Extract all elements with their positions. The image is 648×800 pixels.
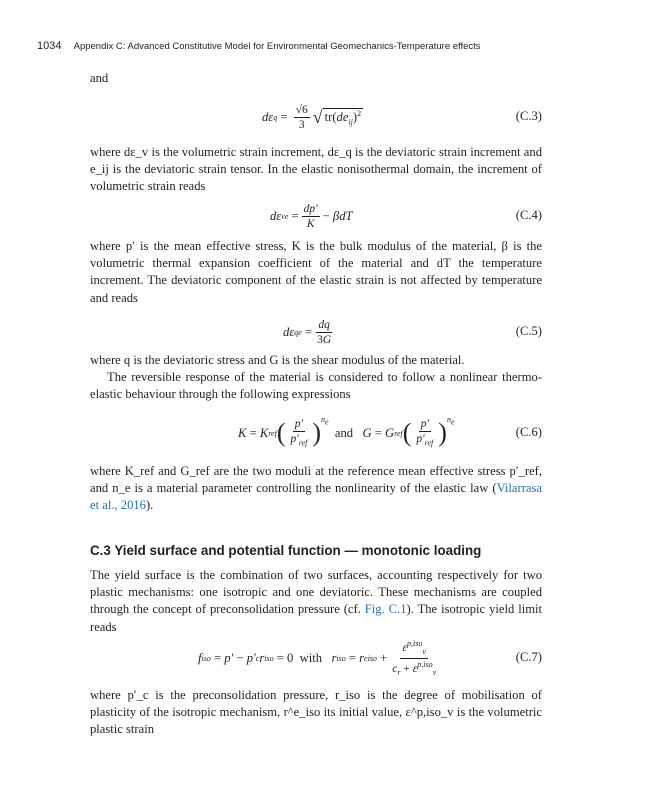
equation-c7: f iso = p′ − p′ c r iso = 0 with r iso = r e iso + $\frac{\varepsilon^{p,iso}_v}{c_r + \varepsilon^{p,iso}_v}$ (C.7) — [198, 639, 542, 677]
paragraph — [90, 567, 542, 636]
running-title: Appendix C: Advanced Constitutive Model for Environmental Geomechanics-Temperature effects — [73, 41, 481, 52]
equation-number: (C.3) — [515, 109, 542, 123]
equation-c3: dε q = $\frac{√6}{3}$ √ $tr(de_{ij})^2$ (C.3) — [262, 103, 542, 131]
text-run: The yield surface is the combination of two surfaces, accounting respectively for two plastic mechanisms: one isotropic and one deviatoric. These mechanisms are coupled through the concept of preconsolidation pressure (cf. — [90, 568, 542, 617]
text-run: ). The isotropic yield limit reads — [90, 602, 542, 634]
running-header — [37, 40, 481, 52]
paragraph: The reversible response of the material is considered to follow a nonlinear thermo-elastic behaviour through the following expressions — [90, 370, 542, 402]
paragraph-and: and — [90, 71, 109, 85]
page-number: 1034 — [37, 40, 62, 52]
text-run: ). — [145, 498, 154, 513]
equation-connector: with — [299, 650, 322, 665]
paragraph: where p′ is the mean effective stress, K is the bulk modulus of the material, β is the volumetric thermal expansion coefficient of the material and dT the temperature increment. The deviatoric component of the elastic strain is not affected by temperature and reads — [90, 239, 542, 305]
citation-link[interactable]: Vilarrasa et al., 2016 — [90, 481, 542, 513]
paragraph: where p′_c is the preconsolidation pressure, r_iso is the degree of mobilisation of plasticity of the isotropic mechanism, r^e_iso its initial value, ε^p,iso_v is the volumetric plastic strain — [90, 688, 542, 737]
equation-c4: dε v e = $\frac{dp'}{K}$ − βdT (C.4) — [270, 202, 542, 230]
equation-c6: K = K ref ( $\frac{p'}{p'_{ref}}$ ) $^{n_e}$ and G = G ref ( $\frac{p'}{p'_{ref}}$ ) $^{n_e}$ (C.6) — [238, 415, 542, 448]
paragraph — [90, 463, 542, 515]
equation-number: (C.4) — [515, 208, 542, 222]
equation-number: (C.7) — [515, 650, 542, 664]
text-run: where K_ref and G_ref are the two moduli at the reference mean effective stress p′_ref, and n_e is a material parameter controlling the nonlinearity of the elastic law ( — [90, 464, 542, 496]
section-heading: C.3 Yield surface and potential function — monotonic loading — [90, 543, 482, 558]
figure-link[interactable]: Fig. C.1 — [364, 602, 407, 617]
paragraph: where dε_v is the volumetric strain increment, dε_q is the deviatoric strain increment and e_ij is the deviatoric strain tensor. In the elastic nonisothermal domain, the increment of volumetric strain reads — [90, 145, 542, 194]
paragraph: where q is the deviatoric stress and G is the shear modulus of the material. — [90, 353, 465, 367]
equation-connector: and — [334, 425, 354, 440]
equation-number: (C.5) — [515, 324, 542, 338]
equation-number: (C.6) — [515, 425, 542, 439]
equation-c5: dε q e = $\frac{dq}{3G}$ (C.5) — [283, 318, 542, 346]
